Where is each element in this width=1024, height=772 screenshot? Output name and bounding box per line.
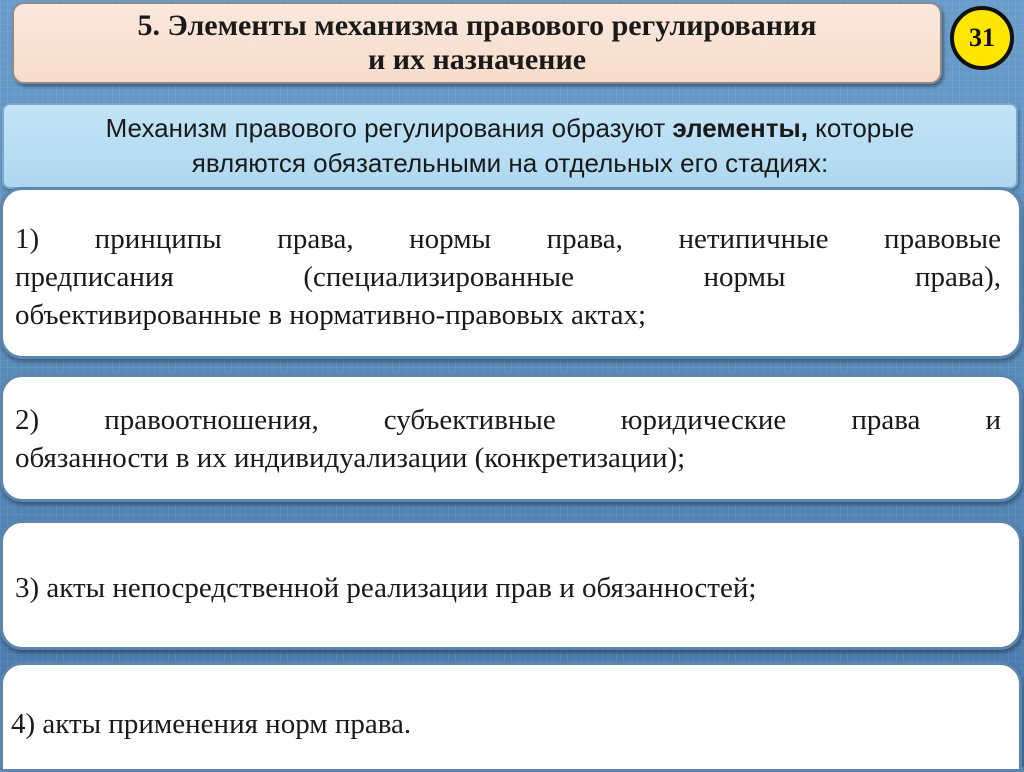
page-number-badge: 31 — [950, 6, 1014, 70]
list-item-4-box — [0, 662, 1022, 772]
slide-title-line-2: и их назначение — [367, 43, 587, 76]
intro-text-after: которые — [807, 113, 915, 143]
intro-text-before: Механизм правового регулирования образуют — [105, 113, 673, 143]
list-item-1-line-2: предписания (специализированные нормы права), — [15, 261, 1001, 293]
list-item-4-text — [11, 705, 1001, 743]
intro-text-bold: элементы, — [672, 113, 808, 143]
list-item-2-text — [15, 401, 1001, 477]
slide-title-line-1: 5. Элементы механизма правового регулирования — [137, 9, 817, 42]
list-item-2-line-2: обязанности в их индивидуализации (конкретизации); — [15, 442, 686, 474]
list-item-3-line-1: 3) акты непосредственной реализации прав и обязанностей; — [15, 572, 757, 604]
list-item-1-line-1: 1) принципы права, нормы права, нетипичные правовые — [15, 223, 1001, 255]
list-item-1-box — [0, 187, 1022, 359]
list-item-1-line-3: объективированные в нормативно-правовых актах; — [15, 299, 647, 331]
intro-line-1 — [106, 111, 915, 146]
slide-title-box — [12, 2, 942, 84]
list-item-1-text — [15, 220, 1001, 334]
list-item-4-line-1: 4) акты применения норм права. — [11, 708, 412, 740]
intro-line-2: являются обязательными на отдельных его стадиях: — [191, 148, 829, 178]
list-item-2-line-1: 2) правоотношения, субъективные юридические права и — [15, 404, 1001, 436]
list-item-2-box — [0, 374, 1022, 502]
list-item-3-text — [15, 569, 1001, 607]
intro-box — [2, 103, 1018, 189]
list-item-3-box — [0, 520, 1022, 650]
